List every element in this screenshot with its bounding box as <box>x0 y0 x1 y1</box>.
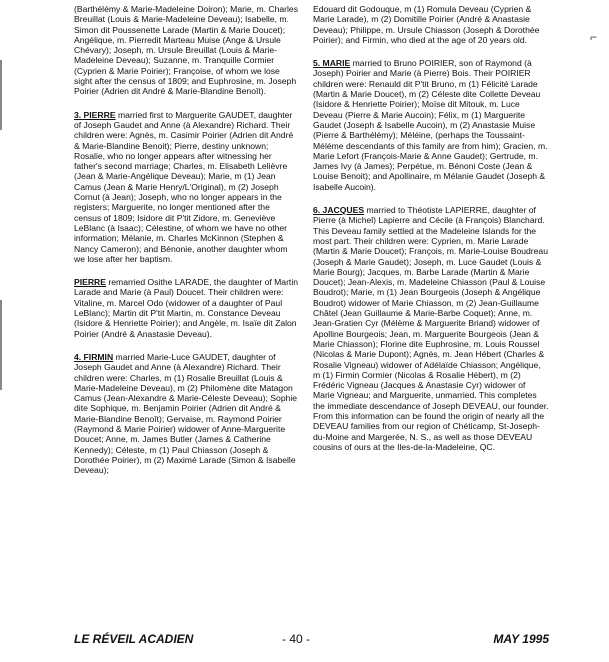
paragraph-text: (Barthélémy & Marie-Madeleine Doiron); Marie, m. Charles Breuillat (Louis & Marie-Madeleine Deveau); Isabelle, m. Simon dit Poussenette Larade (Martin & Marie Doucet); Angélique, m. Pierredit Marteau Muise (Ange & Ursule Chévary); Joseph, m. Ursule Breuillat (Louis & Marie-Madeleine Deveau); Suzanne, m. Tranquille Cormier (Cyprien & Marie Poirier); Françoise, of whom we lose sight after the census of 1809; and Euphrosine, m. Joseph Poirier (Adrien dit André & Marie-Blandine Benoît). <box>74 4 298 97</box>
paragraph-continued <box>313 4 549 45</box>
section-heading: 4. FIRMIN <box>74 351 114 362</box>
paragraph-pierre <box>74 110 298 264</box>
paragraph-jacques <box>313 205 549 452</box>
paragraph-text: remarried Osithe LARADE, the daughter of Martin Larade and Marie (à Paul) Doucet. Their children were: Vitaline, m. Marcel Odo (widower of a daughter of Paul LeBlanc); Martin dit P'tit Martin, m. Constance Deveau (Isidore & Henriette Poirier); and Angèle, m. Isaïe dit Zalon Poirier (André & Anastasie Deveau). <box>74 277 299 339</box>
page-curl-mark: ⌐ <box>590 30 598 44</box>
section-heading: 5. MARIE <box>313 58 351 69</box>
paragraph-text: married first to Marguerite GAUDET, daughter of Joseph Gaudet and Anne (à Alexandre) Richard. Their children were: Agnès, m. Casimir Poirier (Adrien dit André & Marie-Blandine Benoit); Pierre, destiny unknown; Rosalie, who no longer appears after witnessing her father's second marriage; Charles, m. Elisabeth Lelièvre (Jean & Marie-Angélique Deveau); Marie, m (1) Jean Camus (Jean & Marie Henry/L'Original), m (2) Joseph Cornut (à Jean); Joseph, who no longer appears in the registers; Marguerite, no longer mentioned after the census of 1809; Isidore dit P'tit Zidore, m. Geneviève LeBlanc (à Isaac); Célestine, of whom we have no other information; Mélanie, m. Charles McKinnon (Stephen & Nancy Cameron); and Bénonie, another daughter whom we lose after her baptism. <box>74 109 294 264</box>
section-heading: 6. JACQUES <box>313 205 365 216</box>
page-footer <box>74 632 549 648</box>
paragraph-text: Edouard dit Godouque, m (1) Romula Deveau (Cyprien & Marie Larade), m (2) Domitille Poirier (André & Anastasie Deveau); Philippe, m. Ursule Chiasson (Joseph & Dorothée Poirier); and Firmin, who died at the age of 20 years old. <box>313 4 540 45</box>
scan-edge-mark <box>0 60 2 130</box>
publication-title: LE RÉVEIL ACADIEN <box>74 632 194 646</box>
paragraph-continued <box>74 4 298 97</box>
paragraph-firmin <box>74 352 298 476</box>
left-column <box>74 4 298 488</box>
section-heading: PIERRE <box>74 277 106 288</box>
paragraph-pierre-remarried <box>74 277 298 339</box>
page-number: - 40 - <box>282 632 311 646</box>
right-column <box>313 4 549 465</box>
section-heading: 3. PIERRE <box>74 109 116 120</box>
paragraph-marie <box>313 58 549 192</box>
paragraph-text: married to Théotiste LAPIERRE, daughter of Pierre (à Michel) Lapierre and Cécile (à François) Blanchard. This Deveau family settled at the Madeleine Islands for the most part. Their children were: Cyprien, m. Marie Larade (Martin & Marie Doucet); François, m. Marie-Louise Boudreau (Joseph & Marie Gaudet); Joseph, m. Luce Gaudet (Louis & Marie Bourg); Jacques, m. Barbe Larade (Martin & Marie Doucet); Jean-Alexis, m. Madeleine Chiasson (Paul & Louise Boudrot); Marie, m (1) Jean Bourgeois (Joseph & Angélique Boudrot) widower of Marie Chiasson, m (2) Jean-Guillaume Châtel (Jean Guillaume & Marie-Barbe Coquet); Anne, m. Jean-Gratien Cyr (Mélème & Marguerite Briand) widower of Apolline Bourgeois; Jean, m. Marguerite Bourgeois (Jean & Marie Chiasson); Florine dite Euphrosine, m. Louis Roussel (Nicolas & Marie Dupont); Agnès, m. Jean Hébert (Charles & Rosalie Vigneau) widower of Adélaïde Chiasson; Angélique, m (1) Firmin Cormier (Nicolas & Rosalie Hébert), m (2) Frédéric Vigneau (Jacques & Anastasie Cyr) widower of Marie Vigneau; and Marguerite, unmarried. This completes the immediate descendance of Joseph DEVEAU, our founder. From this information can be found the origin of nearly all the DEVEAU families from our region of Chéticamp, St-Joseph-du-Moine and Margerée, N. S., as well as those DEVEAU cousins of ours at the Iles-de-la-Madeleine, QC. <box>313 205 549 452</box>
paragraph-text: married Marie-Luce GAUDET, daughter of Joseph Gaudet and Anne (à Alexandre) Richard. Their children were: Charles, m (1) Rosalie Breuillat (Louis & Marie-Madeleine Deveau), m (2) Philomène dite Matagon Camus (Jean-Alexandre & Marie-Céleste Deveau); Sophie dite Sophique, m. Benjamin Poirier (Adrien dit André & Marie-Blandine Benoît); Gervaise, m. Raymond Poirier (Raymond & Marie Poirier) widower of Anne-Marguerite Doucet; Anne, m. James Butler (James & Catherine Kennedy); Céleste, m (1) Paul Chiasson (Joseph & Dorothée Poirier), m (2) Maximé Larade (Simon & Isabelle Deveau); <box>74 351 298 476</box>
scan-edge-mark <box>0 300 2 390</box>
paragraph-text: married to Bruno POIRIER, son of Raymond (à Joseph) Poirier and Marie (à Pierre) Bois. Their POIRIER children were: Renauld dit P'tit Bruno, m (1) Félicité Larade (Martin & Marie Doucet), m (2) Céleste dite Collette Deveau (Isidore & Henriette Poirier); Moïse dit Mitouk, m. Luce Deveau (Pierre & Marie Aucoin); Félix, m (1) Marguerite Gaudet (Joseph & Isabelle Aucoin), m (2) Anastasie Muise (Pierre & Barthélémy); Méléine, (perhaps the Toussaint-Méléme descendants of this family are from him); Gracien, m. Marie Lefort (François-Marie & Anne Gaudet); Gertrude, m. James Ivy (à James); Perpétue, m. Bénoni Coste (Jean & Louise Benoit); and Apollinaire, m Mélanie Gaudet (Joseph & Isabelle Aucoin). <box>313 58 548 192</box>
issue-date: MAY 1995 <box>493 632 549 646</box>
